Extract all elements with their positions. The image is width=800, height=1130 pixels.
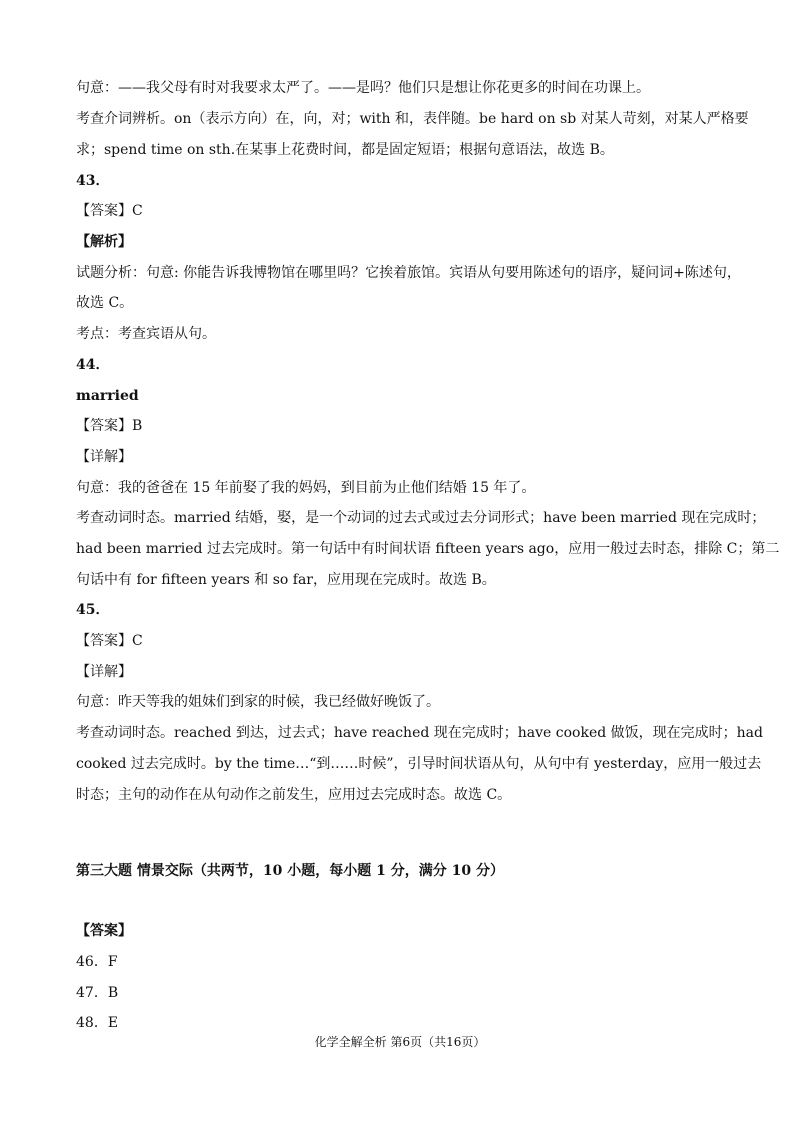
- keyword: married: [76, 388, 139, 404]
- text-line: 求；spend time on sth.在某事上花费时间，都是固定短语；根据句意语法，故选 B。: [76, 142, 614, 158]
- answer-item: 46．F: [76, 954, 118, 970]
- text-line: 考查动词时态。reached 到达，过去式；have reached 现在完成时；have cooked 做饭，现在完成时；had: [76, 725, 763, 741]
- text-line: cooked 过去完成时。by the time…“到……时候”，引导时间状语从句，从句中有 yesterday，应用一般过去: [76, 756, 762, 772]
- question-number: 45．: [76, 602, 110, 618]
- question-number: 44．: [76, 357, 110, 373]
- text-line: 句意：——我父母有时对我要求太严了。——是吗？他们只是想让你花更多的时间在功课上。: [76, 80, 650, 96]
- text-line: 故选 C。: [76, 295, 134, 311]
- text-line: 句话中有 for fifteen years 和 so far，应用现在完成时。故选 B。: [76, 572, 496, 588]
- text-line: 试题分析：句意: 你能告诉我博物馆在哪里吗？它挨着旅馆。宾语从句要用陈述句的语序，疑问词+陈述句，: [76, 265, 741, 281]
- question-number: 43．: [76, 173, 110, 189]
- detail-heading: 【详解】: [76, 449, 132, 465]
- text-line: 句意：昨天等我的姐妹们到家的时候，我已经做好晚饭了。: [76, 694, 440, 710]
- answer-item: 47．B: [76, 985, 119, 1001]
- text-line: 考查动词时态。married 结婚，娶，是一个动词的过去式或过去分词形式；have been married 现在完成时；: [76, 510, 766, 526]
- answer-label: 【答案】: [76, 923, 132, 939]
- answer-item: 48．E: [76, 1015, 119, 1031]
- page-footer: 化学全解全析 第6页（共16页）: [314, 1035, 486, 1049]
- detail-heading: 【详解】: [76, 664, 132, 680]
- text-line: 考点：考查宾语从句。: [76, 326, 216, 342]
- text-line: 句意：我的爸爸在 15 年前娶了我的妈妈，到目前为止他们结婚 15 年了。: [76, 480, 536, 496]
- answer-label: 【答案】C: [76, 633, 143, 649]
- text-line: 时态；主句的动作在从句动作之前发生，应用过去完成时态。故选 C。: [76, 787, 512, 803]
- text-line: had been married 过去完成时。第一句话中有时间状语 fifteen years ago，应用一般过去时态，排除 C；第二: [76, 541, 780, 557]
- section-title: 第三大题 情景交际（共两节，10 小题，每小题 1 分，满分 10 分）: [76, 863, 504, 879]
- analysis-heading: 【解析】: [76, 234, 132, 250]
- text-line: 考查介词辨析。on（表示方向）在，向，对；with 和，表伴随。be hard on sb 对某人苛刻，对某人严格要: [76, 111, 749, 127]
- answer-label: 【答案】C: [76, 203, 143, 219]
- answer-label: 【答案】B: [76, 418, 143, 434]
